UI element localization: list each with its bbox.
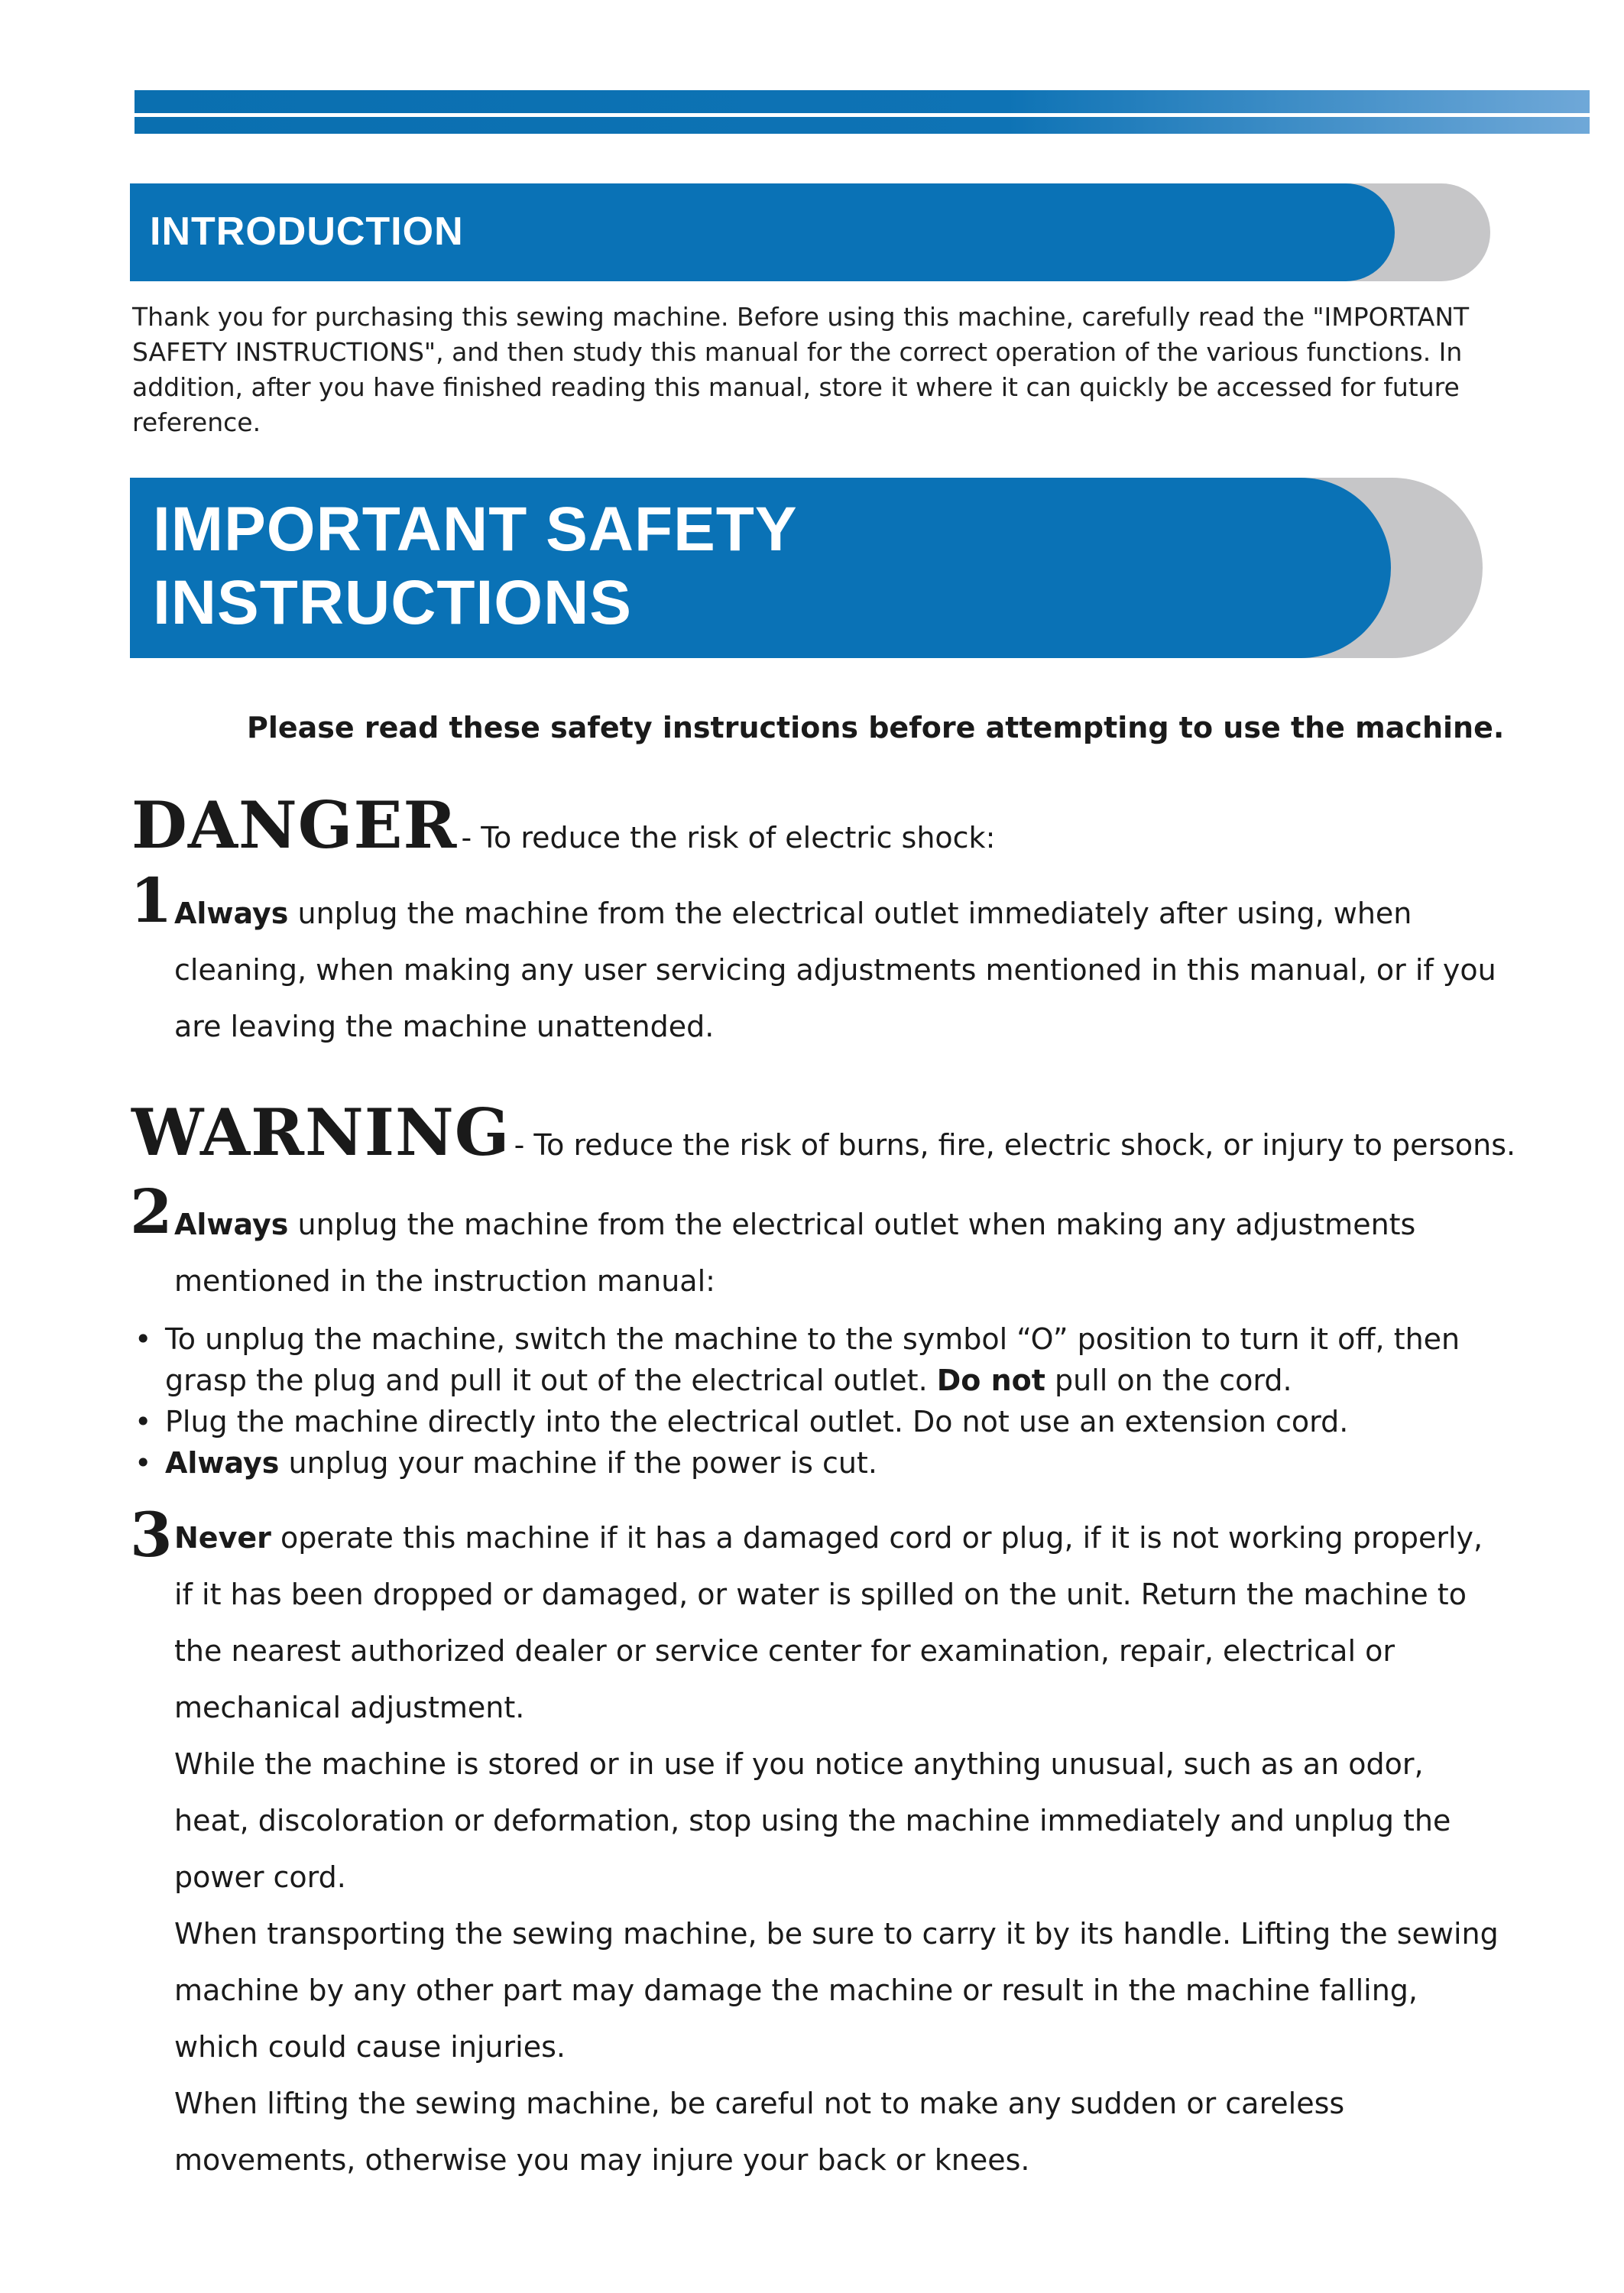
item-number: 2 — [130, 1176, 173, 1247]
warning-item-3 — [174, 1510, 1504, 2188]
list-item: • Always unplug your machine if the power is cut. — [131, 1442, 1507, 1484]
safety-title — [153, 493, 798, 640]
bullet-dot: • — [135, 1322, 152, 1356]
header-decor-bar — [135, 90, 1590, 113]
item-paragraph: When transporting the sewing machine, be sure to carry it by its handle. Lifting the sewing machine by any other part may damage the machine or result in the machine falling, which could cause injuries. — [174, 1917, 1499, 2064]
danger-subtitle: - To reduce the risk of electric shock: — [461, 821, 996, 855]
safety-banner — [130, 478, 1483, 658]
warning-bullet-list — [131, 1318, 1507, 1484]
item-emphasis: Always — [174, 897, 289, 930]
warning-word: WARNING — [131, 1095, 511, 1170]
item-paragraph: When lifting the sewing machine, be careful not to make any sudden or careless movements, otherwise you may injure your back or knees. — [174, 2087, 1345, 2177]
safety-lead: Please read these safety instructions before attempting to use the machine. — [247, 711, 1505, 744]
header-decor-line — [135, 117, 1590, 134]
list-item: • Plug the machine directly into the electrical outlet. Do not use an extension cord. — [131, 1401, 1507, 1442]
item-text: unplug the machine from the electrical outlet immediately after using, when cleaning, when making any user servicing adjustments mentioned in this manual, or if you are leaving the machine unattended. — [174, 897, 1496, 1043]
item-text: operate this machine if it has a damaged cord or plug, if it is not working properly, if it has been dropped or damaged, or water is spilled on the unit. Return the machine to the nearest authorized dealer or service center for examination, repair, electrical or mechanical adjustment. — [174, 1521, 1483, 1724]
item-number: 1 — [130, 864, 173, 936]
danger-word: DANGER — [131, 787, 458, 863]
item-text: unplug the machine from the electrical outlet when making any adjustments mentioned in the instruction manual: — [174, 1208, 1416, 1298]
item-emphasis: Always — [174, 1208, 289, 1241]
bullet-dot: • — [135, 1405, 152, 1438]
item-number: 3 — [130, 1499, 173, 1571]
introduction-title: INTRODUCTION — [150, 209, 464, 254]
item-paragraph: While the machine is stored or in use if you notice anything unusual, such as an odor, heat, discoloration or deformation, stop using the machine immediately and unplug the power cord. — [174, 1747, 1451, 1894]
list-item: • To unplug the machine, switch the machine to the symbol “O” position to turn it off, then grasp the plug and pull it out of the electrical outlet. Do not pull on the cord. — [131, 1318, 1507, 1401]
warning-item-2 — [174, 1196, 1504, 1309]
warning-heading — [131, 1095, 1515, 1170]
introduction-body: Thank you for purchasing this sewing machine. Before using this machine, carefully read the "IMPORTANT SAFETY INSTRUCTIONS", and then study this manual for the correct operation of the various functions. In addition, after you have finished reading this manual, store it where it can quickly be accessed for future reference. — [132, 302, 1470, 437]
danger-heading — [131, 787, 995, 863]
danger-item-1 — [174, 885, 1504, 1055]
safety-title-line1: IMPORTANT SAFETY — [153, 495, 798, 564]
item-emphasis: Never — [174, 1521, 271, 1555]
warning-subtitle: - To reduce the risk of burns, fire, electric shock, or injury to persons. — [514, 1128, 1516, 1162]
introduction-banner — [130, 183, 1490, 281]
safety-title-line2: INSTRUCTIONS — [153, 568, 632, 637]
bullet-dot: • — [135, 1446, 152, 1480]
